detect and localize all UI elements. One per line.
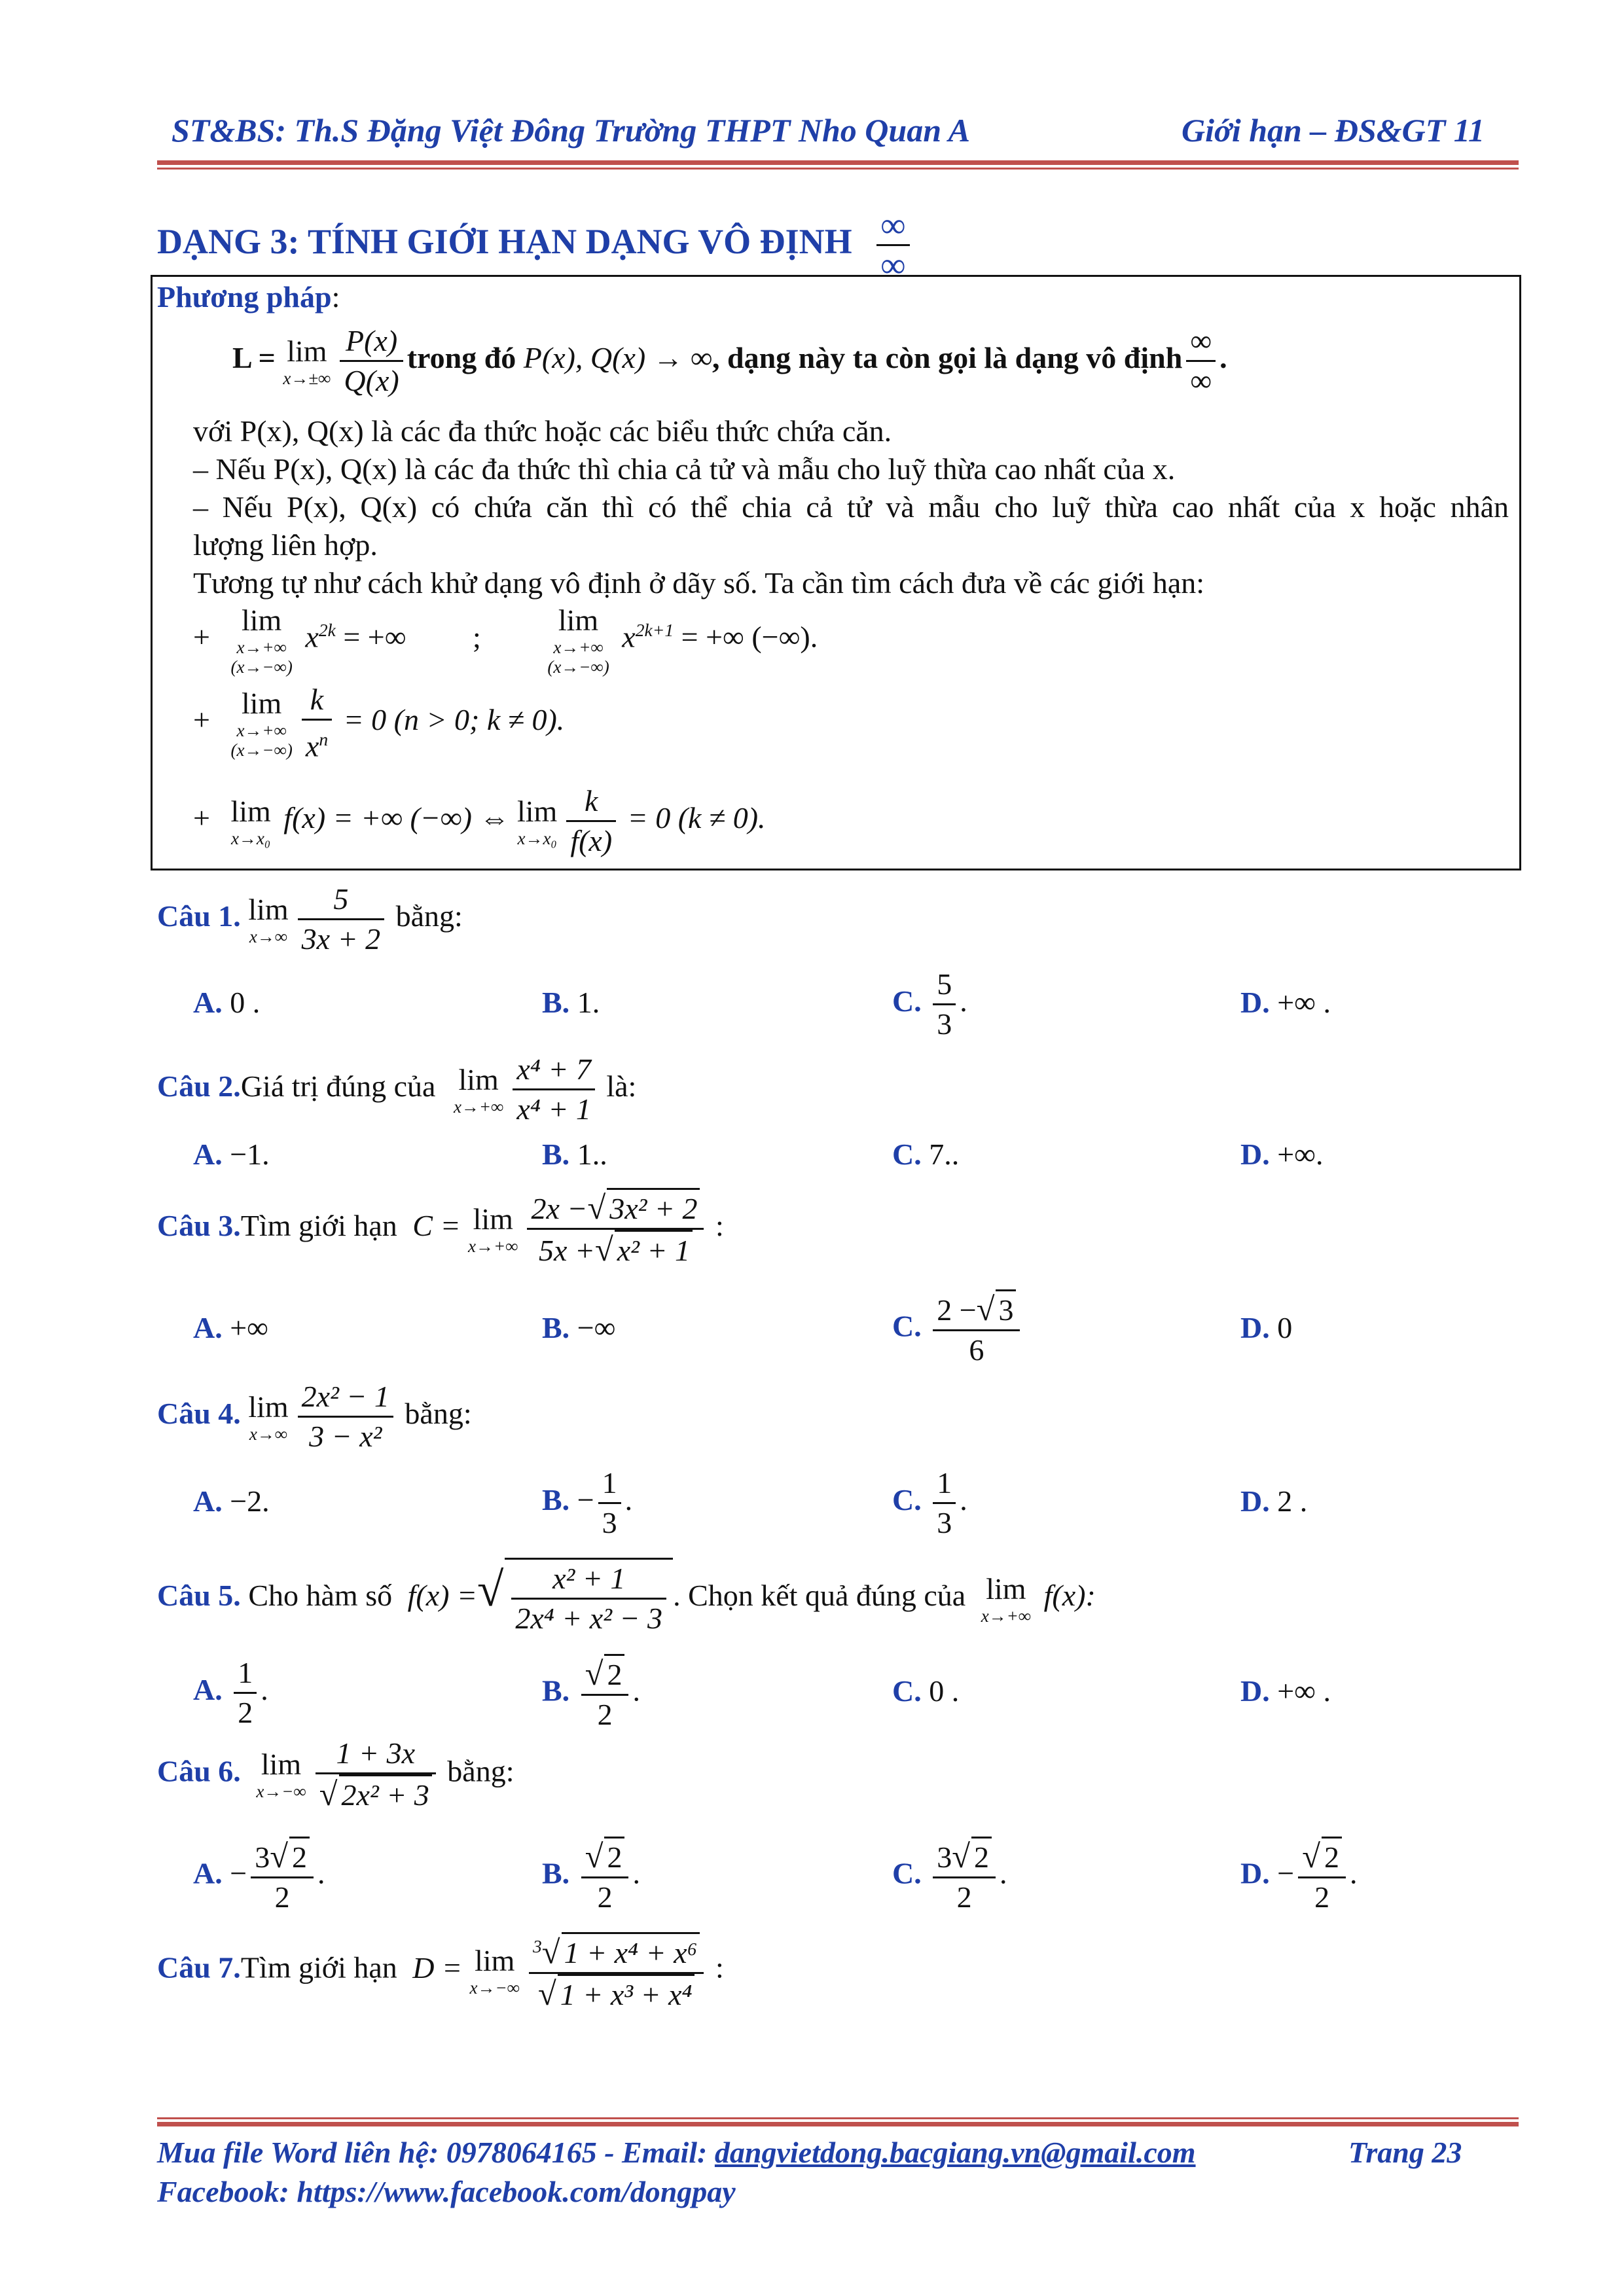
q5-option-a[interactable]: A. $\frac{1}{2}$ . (193, 1654, 268, 1732)
question-5: Câu 5. Cho hàm số f(x) =√ $\frac{\text{x² + 1}}{\text{2x⁴ + x² − 3}}$ . Chọn kết quả đúng của lim x→+∞ f(x): (157, 1558, 1096, 1638)
question-7: Câu 7.Tìm giới hạn D = lim x→−∞ $\frac{^3√ 1 + x^4 + x^6}{\text{√ 1 + x³ + x⁴}}$ : (157, 1928, 724, 2014)
q6-option-b[interactable]: B. $\frac{√ 2}{2}$ . (542, 1838, 640, 1914)
section-title: DẠNG 3: TÍNH GIỚI HẠN DẠNG VÔ ĐỊNH $\frac{\infty}{\infty}$ (157, 206, 914, 284)
q6-option-c[interactable]: C. $\frac{3√ 2}{2}$ . (892, 1838, 1007, 1914)
question-4: Câu 4. lim x→∞ $\frac{\text{2x² − 1}}{\text{3 − x²}}$ bằng: (157, 1378, 472, 1456)
rule-2: + lim x→+∞ (x→−∞) $\frac{k}{x^n}$ = 0 (n > 0; k ≠ 0). (193, 681, 564, 765)
q2-option-b[interactable]: B. 1.. (542, 1138, 607, 1171)
rule-3: + lim x→x₀ f(x) = +∞ (−∞) ⇔ lim x→x₀ $\frac{k}{f(x)}$ = 0 (k ≠ 0). (193, 782, 766, 860)
question-1: Câu 1. lim x→∞ $\frac{5}{3x + 2}$ bằng: (157, 880, 463, 958)
q1-option-a[interactable]: A. 0 . (193, 986, 261, 1019)
q2-option-a[interactable]: A. −1. (193, 1138, 270, 1171)
method-line-1: với P(x), Q(x) là các đa thức hoặc các biểu thức chứa căn. (193, 414, 892, 448)
header-rule (157, 160, 1519, 165)
method-line-4: Tương tự như cách khử dạng vô định ở dãy số. Ta cần tìm cách đưa về các giới hạn: (193, 566, 1205, 600)
footer-rule-thin (157, 2117, 1519, 2119)
question-3: Câu 3.Tìm giới hạn C = lim x→+∞ $\frac{\text{2x −√ 3x² + 2}}{\text{5x +√ x² + 1}}$ : (157, 1188, 724, 1270)
q3-option-b[interactable]: B. −∞ (542, 1311, 616, 1344)
header-rule-thin (157, 168, 1519, 170)
q4-option-b[interactable]: B. − $\frac{1}{3}$ . (542, 1464, 632, 1542)
q1-option-b[interactable]: B. 1. (542, 986, 600, 1019)
q5-option-d[interactable]: D. +∞ . (1240, 1674, 1331, 1708)
q3-option-a[interactable]: A. +∞ (193, 1311, 268, 1344)
q1-option-d[interactable]: D. +∞ . (1240, 986, 1331, 1019)
footer-rule (157, 2122, 1519, 2126)
method-line-3b: lượng liên hợp. (193, 528, 378, 562)
footer-page-number: Trang 23 (1348, 2136, 1462, 2169)
q3-option-d[interactable]: D. 0 (1240, 1311, 1293, 1344)
q2-option-d[interactable]: D. +∞. (1240, 1138, 1324, 1171)
header-right: Giới hạn – ĐS&GT 11 (1182, 112, 1485, 149)
q4-option-d[interactable]: D. 2 . (1240, 1484, 1308, 1518)
question-6: Câu 6. lim x→−∞ $\frac{1 + 3x}{\text{√ 2x² + 3}}$ bằng: (157, 1734, 514, 1814)
q4-option-c[interactable]: C. $\frac{1}{3}$ . (892, 1464, 967, 1542)
footer-facebook[interactable]: Facebook: https://www.facebook.com/dongpay (157, 2175, 736, 2208)
q1-option-c[interactable]: C. $\frac{5}{3}$ . (892, 965, 967, 1043)
method-formula: L = lim x→±∞ $\frac{P(x)}{Q(x)}$ trong đó P(x), Q(x) → ∞, dạng này ta còn gọi là dạng vô định $\frac{\infty}{\infty}$ . (232, 322, 1227, 400)
method-line-3: – Nếu P(x), Q(x) có chứa căn thì có thể chia cả tử và mẫu cho luỹ thừa cao nhất của x hoặc nhân (193, 490, 1509, 524)
q5-option-b[interactable]: B. $\frac{√ 2}{2}$ . (542, 1655, 640, 1731)
q2-option-c[interactable]: C. 7.. (892, 1138, 960, 1171)
footer-email-link[interactable]: dangvietdong.bacgiang.vn@gmail.com (714, 2136, 1196, 2169)
q4-option-a[interactable]: A. −2. (193, 1484, 270, 1518)
header-left: ST&BS: Th.S Đặng Việt Đông Trường THPT Nho Quan A (171, 112, 970, 149)
q5-option-c[interactable]: C. 0 . (892, 1674, 960, 1708)
method-label: Phương pháp: (157, 280, 340, 314)
q6-option-d[interactable]: D. − $\frac{√ 2}{2}$ . (1240, 1838, 1358, 1914)
q3-option-c[interactable]: C. $\frac{2 -√ 3}{6}$ (892, 1289, 1024, 1369)
rule-1: + lim x→+∞ (x→−∞) $x^{2k}$ = +∞ ; lim x→+∞ (x→−∞) $x^{2k+1}$ = +∞ (−∞). (193, 603, 818, 677)
q6-option-a[interactable]: A. − $\frac{3√ 2}{2}$ . (193, 1838, 325, 1914)
footer-contact: Mua file Word liên hệ: 0978064165 - Email: dangvietdong.bacgiang.vn@gmail.com (157, 2136, 1196, 2169)
question-2: Câu 2.Giá trị đúng của lim x→+∞ $\frac{\text{x⁴ + 7}}{\text{x⁴ + 1}}$ là: (157, 1050, 636, 1128)
method-line-2: – Nếu P(x), Q(x) là các đa thức thì chia cả tử và mẫu cho luỹ thừa cao nhất của x. (193, 452, 1176, 486)
